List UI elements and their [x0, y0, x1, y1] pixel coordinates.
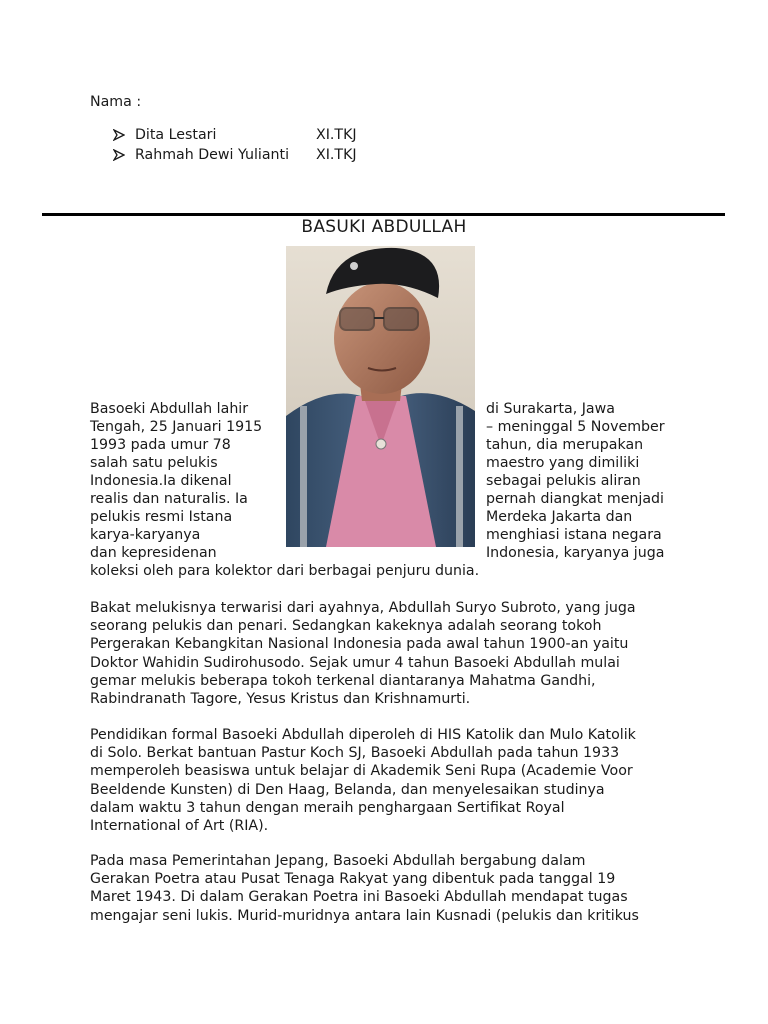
text-line: Pergerakan Kebangkitan Nasional Indonesia pada awal tahun 1900-an yaitu [90, 636, 629, 653]
text-line: gemar melukis beberapa tokoh terkenal diantaranya Mahatma Gandhi, [90, 672, 596, 689]
nama-label: Nama : [90, 94, 142, 110]
text-line: karya-karyanya [90, 527, 201, 543]
paragraph-closing-line: koleksi oleh para kolektor dari berbagai penjuru dunia. [90, 563, 480, 579]
text-line: dan kepresidenan [90, 545, 217, 561]
text-line: Rabindranath Tagore, Yesus Kristus dan Krishnamurti. [90, 691, 471, 708]
text-line: 1993 pada umur 78 [90, 437, 231, 453]
member-name: Rahmah Dewi Yulianti [135, 147, 290, 163]
portrait-photo [286, 246, 475, 547]
paragraph-4 [90, 852, 690, 925]
text-line: sebagai pelukis aliran [486, 473, 641, 489]
paragraph-3 [90, 726, 690, 835]
left-text-column [90, 400, 262, 562]
text-line: pernah diangkat menjadi [486, 491, 665, 507]
text-line: Doktor Wahidin Sudirohusodo. Sejak umur 4 tahun Basoeki Abdullah mulai [90, 654, 620, 671]
paragraph-2 [90, 599, 690, 708]
arrow-bullet-icon [113, 129, 125, 141]
text-line: menghiasi istana negara [486, 527, 662, 543]
text-line: tahun, dia merupakan [486, 437, 644, 453]
text-line: Indonesia.Ia dikenal [90, 473, 232, 489]
text-line: Merdeka Jakarta dan [486, 509, 633, 525]
text-line: Maret 1943. Di dalam Gerakan Poetra ini Basoeki Abdullah mendapat tugas [90, 889, 628, 906]
arrow-bullet-icon [113, 149, 125, 161]
text-line: Gerakan Poetra atau Pusat Tenaga Rakyat yang dibentuk pada tanggal 19 [90, 871, 616, 888]
right-text-column [486, 400, 665, 562]
article-title: BASUKI ABDULLAH [301, 217, 467, 237]
text-line: Bakat melukisnya terwarisi dari ayahnya, Abdullah Suryo Subroto, yang juga [90, 600, 636, 616]
text-line: Pada masa Pemerintahan Jepang, Basoeki Abdullah bergabung dalam [90, 853, 586, 869]
member-class: XI.TKJ [316, 147, 357, 163]
text-line: memperoleh beasiswa untuk belajar di Akademik Seni Rupa (Academie Voor [90, 763, 633, 780]
text-line: dalam waktu 3 tahun dengan meraih penghargaan Sertifikat Royal [90, 799, 565, 816]
text-line: seorang pelukis dan penari. Sedangkan kakeknya adalah seorang tokoh [90, 618, 602, 635]
text-line: Pendidikan formal Basoeki Abdullah diperoleh di HIS Katolik dan Mulo Katolik [90, 727, 636, 743]
text-line: di Surakarta, Jawa [486, 401, 615, 417]
member-class: XI.TKJ [316, 127, 357, 143]
text-line: Basoeki Abdullah lahir [90, 401, 249, 417]
text-line: Beeldende Kunsten) di Den Haag, Belanda, dan menyelesaikan studinya [90, 781, 605, 798]
member-name: Dita Lestari [135, 127, 217, 143]
text-line: di Solo. Berkat bantuan Pastur Koch SJ, Basoeki Abdullah pada tahun 1933 [90, 745, 620, 762]
text-line: Tengah, 25 Januari 1915 [90, 419, 263, 435]
text-line: pelukis resmi Istana [90, 509, 233, 525]
text-line: salah satu pelukis [90, 455, 218, 471]
text-line: International of Art (RIA). [90, 818, 269, 835]
text-line: – meninggal 5 November [486, 419, 665, 435]
text-line: maestro yang dimiliki [486, 455, 640, 471]
text-line: realis dan naturalis. Ia [90, 491, 248, 507]
text-line: mengajar seni lukis. Murid-muridnya antara lain Kusnadi (pelukis dan kritikus [90, 907, 639, 924]
text-line: Indonesia, karyanya juga [486, 545, 665, 561]
